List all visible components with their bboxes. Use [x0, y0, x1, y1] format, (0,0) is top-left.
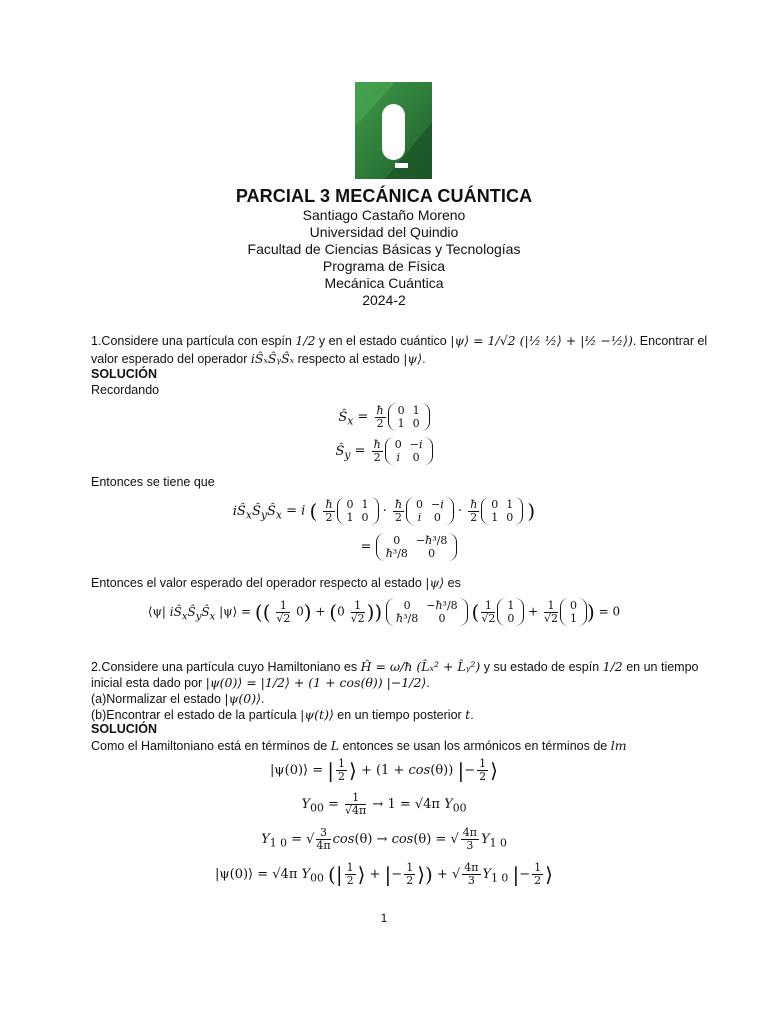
academic-period: 2024-2: [362, 292, 406, 308]
equation-psi0: |ψ(0)⟩ = | $\frac{1}{2}$ ⟩ + (1 + cos(θ)) |− $\frac{1}{2}$ ⟩: [270, 757, 498, 783]
university-logo: [355, 82, 432, 179]
program-name: Programa de Física: [322, 258, 446, 274]
problem2-line1: 2.Considere una partícula cuyo Hamiltoniano es Ĥ = ω/ħ (L̂ₓ² + L̂ᵧ²) y su estado de espín 1/2 en un tiempo: [91, 659, 699, 674]
problem1-solution-label: SOLUCIÓN: [91, 367, 157, 381]
equation-psi0-expanded: |ψ(0)⟩ = √4π $Y_{00}$ (| $\frac{1}{2}$ ⟩ + |− $\frac{1}{2}$ ⟩) + √ $\frac{4\pi}{3}$ $Y_{1 0}$ |− $\frac{1}{2}$ ⟩: [215, 861, 553, 887]
problem2-note: Como el Hamiltoniano está en términos de L entonces se usan los armónicos en términos de lm: [91, 738, 627, 753]
problem2-solution-label: SOLUCIÓN: [91, 722, 157, 736]
document-title: PARCIAL 3 MECÁNICA CUÁNTICA: [235, 186, 533, 206]
university-name: Universidad del Quindio: [309, 224, 459, 240]
problem1-line1: 1.Considere una partícula con espín 1/2 y en el estado cuántico |ψ⟩ = 1/√2 (|½ ½⟩ + |½ −½⟩). Encontrar el: [91, 333, 708, 348]
problem2-line2: inicial esta dado por |ψ(0)⟩ = |1/2⟩ + (1 + cos(θ)) |−1/2⟩.: [91, 675, 430, 690]
problem2-part-a: (a)Normalizar el estado |ψ(0)⟩.: [91, 691, 265, 706]
problem1-line2: valor esperado del operador iŜₓŜᵧŜₓ respecto al estado |ψ⟩.: [91, 351, 426, 366]
equation-product: $iŜ_xŜ_yŜ_x = i$ ( $\frac{ħ}{2}$ 0 1 1 0 · $\frac{ħ}{2}$ 0 −i i 0 · $\frac{ħ}{2}$ 0 1 1 0 ): [232, 497, 536, 524]
author-name: Santiago Castaño Moreno: [302, 207, 466, 223]
equation-sy: $Ŝ_y$ = $\frac{ħ}{2}$ 0 −i i 0: [0, 437, 768, 465]
page-number: 1: [380, 911, 388, 925]
faculty-name: Facultad de Ciencias Básicas y Tecnologías: [247, 241, 521, 257]
course-name: Mecánica Cuántica: [324, 275, 444, 291]
problem1-expectation-text: Entonces el valor esperado del operador respecto al estado |ψ⟩ es: [91, 575, 461, 590]
equation-y00: $Y_{00}$ = $\frac{1}{√4\pi}$ → 1 = √4π $Y_{00}$: [301, 791, 467, 817]
equation-expectation: ⟨ψ| $iŜ_xŜ_yŜ_x$ |ψ⟩ = (( $\frac{1}{√2}$ 0) + (0 $\frac{1}{√2}$ )) 0 −ħ³/8 ħ³/8 0 ( $\frac{1}{√2}$ 1 0 + $\frac{1}{√2}$ 0 1 ) = 0: [147, 598, 621, 625]
problem1-state: |ψ⟩ = 1/√2 (|½ ½⟩ + |½ −½⟩): [450, 333, 633, 348]
problem1-recall: Recordando: [91, 383, 160, 397]
problem1-then: Entonces se tiene que: [91, 475, 215, 489]
equation-product-result: = 0 −ħ³/8 ħ³/8 0: [0, 533, 768, 561]
equation-sx: $Ŝ_x$ = $\frac{ħ}{2}$ 0 1 1 0: [0, 403, 768, 431]
problem2-part-b: (b)Encontrar el estado de la partícula |ψ(t)⟩ en un tiempo posterior t.: [91, 707, 474, 722]
problem2-hamiltonian: Ĥ = ω/ħ (L̂ₓ² + L̂ᵧ²): [360, 659, 481, 674]
equation-y10: $Y_{1 0}$ = √ $\frac{3}{4\pi}$ cos(θ) → cos(θ) = √ $\frac{4\pi}{3}$ $Y_{1 0}$: [261, 826, 507, 852]
